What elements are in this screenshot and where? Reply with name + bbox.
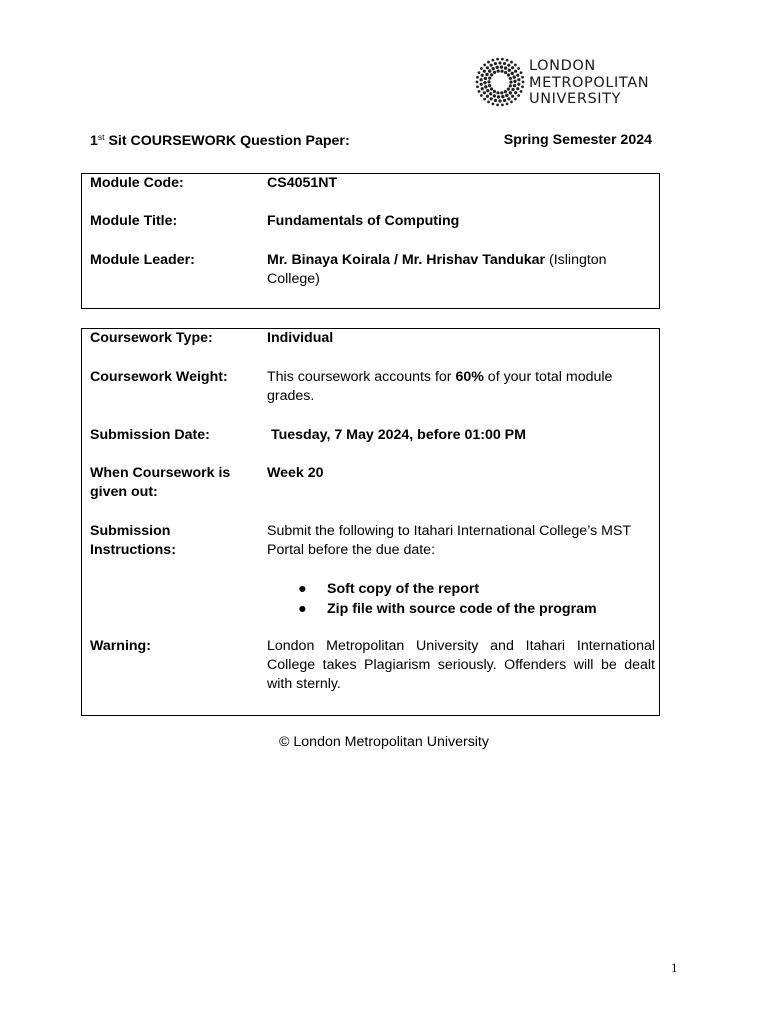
logo-line-1: LONDON (529, 58, 596, 74)
copyright-notice (0, 734, 768, 750)
paper-title (90, 132, 350, 149)
given-out-value: Week 20 (267, 465, 324, 481)
weight-text-pre: This coursework accounts for (267, 369, 456, 385)
sit-number: 1 (90, 133, 98, 149)
weight-percentage: 60% (455, 369, 484, 385)
paper-title-text: Sit COURSEWORK Question Paper: (104, 133, 350, 149)
warning-label: Warning: (90, 638, 151, 654)
logo-wordmark (529, 58, 649, 108)
bullet-icon: ● (298, 601, 307, 617)
list-item-text: Soft copy of the report (327, 581, 480, 597)
logo-line-3: UNIVERSITY (529, 91, 622, 107)
coursework-weight-label: Coursework Weight: (90, 369, 228, 385)
page-number: 1 (671, 960, 678, 975)
submission-instructions-value: Submit the following to Itahari International College’s MST Portal before the due date: (267, 523, 631, 558)
coursework-type-value: Individual (267, 330, 334, 346)
module-info-box (81, 173, 660, 309)
warning-value: London Metropolitan University and Itahari International College takes Plagiarism seriously. Offenders will be dealt with sternly. (267, 638, 655, 692)
copyright-text: © London Metropolitan University (279, 734, 489, 750)
list-item-text: Zip file with source code of the program (327, 601, 597, 617)
dotted-sunburst-icon (474, 56, 526, 108)
list-item (295, 579, 655, 599)
module-code-label: Module Code: (90, 175, 184, 191)
module-leader-label: Module Leader: (90, 252, 195, 268)
coursework-type-label: Coursework Type: (90, 330, 213, 346)
paper-header (90, 132, 652, 152)
coursework-info-box (81, 328, 660, 716)
module-title-value: Fundamentals of Computing (267, 213, 460, 229)
submission-date-value: Tuesday, 7 May 2024, before 01:00 PM (271, 427, 526, 443)
bullet-icon: ● (298, 581, 307, 597)
module-title-label: Module Title: (90, 213, 178, 229)
submission-instructions-label: Submission Instructions: (90, 523, 176, 558)
submission-date-label: Submission Date: (90, 427, 210, 443)
module-code-value: CS4051NT (267, 175, 338, 191)
weight-text-post: of your total module grades. (267, 369, 613, 404)
university-logo (474, 56, 674, 112)
coursework-weight-value (267, 368, 655, 406)
submission-items-list (295, 579, 655, 619)
module-leader-value (267, 251, 655, 289)
sit-suffix: st (97, 132, 105, 142)
module-leader-college: (Islington College) (267, 252, 607, 287)
logo-line-2: METROPOLITAN (529, 74, 650, 91)
given-out-label: When Coursework is given out: (90, 465, 231, 500)
list-item (295, 599, 655, 619)
semester-label: Spring Semester 2024 (503, 132, 652, 148)
module-leader-names: Mr. Binaya Koirala / Mr. Hrishav Tandukar (267, 252, 546, 268)
